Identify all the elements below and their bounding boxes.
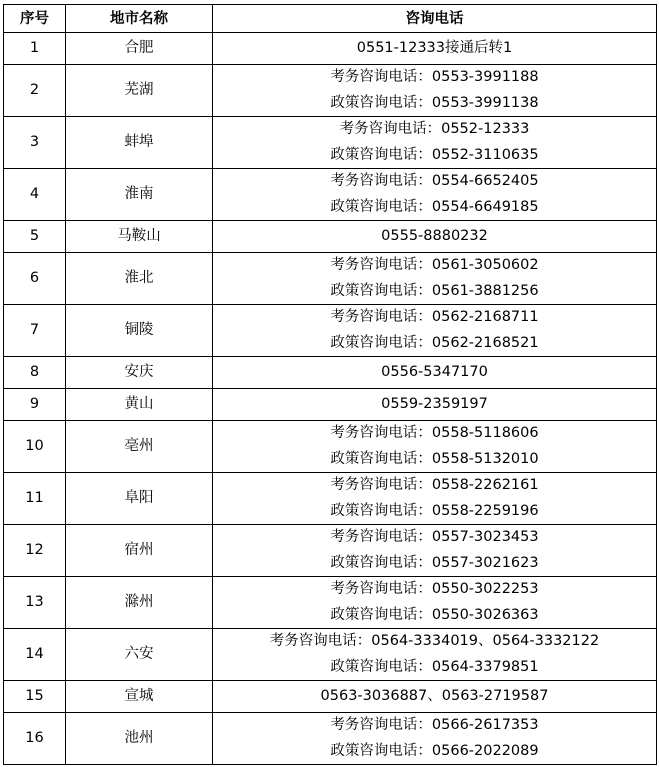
phone-line: 考务咨询电话：0553-3991188 [330, 69, 539, 85]
table-row [4, 33, 657, 65]
row-index: 14 [4, 629, 66, 681]
table-row [4, 221, 657, 253]
row-index: 9 [4, 389, 66, 421]
table-row [4, 65, 657, 117]
row-city: 阜阳 [66, 473, 213, 525]
table-row [4, 357, 657, 389]
phone-line: 政策咨询电话：0564-3379851 [330, 658, 539, 675]
phone-line: 考务咨询电话：0558-2262161 [330, 477, 539, 493]
phone-line: 0551-12333接通后转1 [356, 39, 513, 56]
row-city: 滁州 [66, 577, 213, 629]
table-row [4, 577, 657, 629]
row-phone-cell [213, 681, 657, 713]
row-index: 7 [4, 305, 66, 357]
phone-line: 政策咨询电话：0554-6649185 [330, 198, 539, 215]
row-city: 六安 [66, 629, 213, 681]
row-index: 4 [4, 169, 66, 221]
phone-line: 考务咨询电话：0550-3022253 [330, 581, 539, 597]
header-index: 序号 [4, 5, 66, 33]
row-index: 13 [4, 577, 66, 629]
row-index: 12 [4, 525, 66, 577]
phone-line: 政策咨询电话：0557-3021623 [330, 554, 539, 571]
row-phone-cell [213, 357, 657, 389]
table-row [4, 713, 657, 765]
phone-line: 政策咨询电话：0561-3881256 [330, 282, 539, 299]
row-city: 宣城 [66, 681, 213, 713]
row-phone-cell [213, 65, 657, 117]
phone-line: 考务咨询电话：0561-3050602 [330, 257, 539, 273]
table-row [4, 681, 657, 713]
row-phone-cell [213, 253, 657, 305]
phone-line: 考务咨询电话：0562-2168711 [330, 309, 539, 325]
row-phone-cell [213, 389, 657, 421]
row-phone-cell [213, 221, 657, 253]
phone-line: 0563-3036887、0563-2719587 [320, 687, 549, 704]
row-city: 淮北 [66, 253, 213, 305]
row-city: 池州 [66, 713, 213, 765]
row-index: 1 [4, 33, 66, 65]
table-row [4, 253, 657, 305]
row-index: 8 [4, 357, 66, 389]
row-city: 合肥 [66, 33, 213, 65]
table-row [4, 117, 657, 169]
row-phone-cell [213, 305, 657, 357]
header-city: 地市名称 [66, 5, 213, 33]
table-row [4, 473, 657, 525]
row-city: 芜湖 [66, 65, 213, 117]
row-city: 铜陵 [66, 305, 213, 357]
phone-line: 政策咨询电话：0562-2168521 [330, 334, 539, 351]
phone-line: 政策咨询电话：0550-3026363 [330, 606, 539, 623]
row-index: 6 [4, 253, 66, 305]
row-index: 5 [4, 221, 66, 253]
row-phone-cell [213, 117, 657, 169]
row-phone-cell [213, 421, 657, 473]
row-phone-cell [213, 169, 657, 221]
row-index: 11 [4, 473, 66, 525]
row-index: 15 [4, 681, 66, 713]
row-city: 黄山 [66, 389, 213, 421]
phone-line: 考务咨询电话：0564-3334019、0564-3332122 [269, 633, 600, 649]
contact-table [3, 4, 657, 765]
row-city: 马鞍山 [66, 221, 213, 253]
row-city: 淮南 [66, 169, 213, 221]
phone-line: 考务咨询电话：0552-12333 [339, 121, 530, 137]
row-phone-cell [213, 713, 657, 765]
phone-line: 0555-8880232 [381, 227, 488, 244]
phone-line: 考务咨询电话：0558-5118606 [330, 425, 539, 441]
row-city: 安庆 [66, 357, 213, 389]
phone-line: 政策咨询电话：0553-3991138 [330, 94, 539, 111]
row-index: 16 [4, 713, 66, 765]
row-city: 蚌埠 [66, 117, 213, 169]
row-city: 宿州 [66, 525, 213, 577]
phone-line: 政策咨询电话：0558-2259196 [330, 502, 539, 519]
phone-line: 考务咨询电话：0566-2617353 [330, 717, 539, 733]
phone-line: 政策咨询电话：0566-2022089 [330, 742, 539, 759]
table-row [4, 389, 657, 421]
phone-line: 政策咨询电话：0558-5132010 [330, 450, 539, 467]
table-row [4, 629, 657, 681]
table-row [4, 305, 657, 357]
row-phone-cell [213, 33, 657, 65]
row-city: 亳州 [66, 421, 213, 473]
phone-line: 政策咨询电话：0552-3110635 [330, 146, 539, 163]
phone-line: 考务咨询电话：0554-6652405 [330, 173, 539, 189]
row-index: 2 [4, 65, 66, 117]
row-phone-cell [213, 473, 657, 525]
row-index: 10 [4, 421, 66, 473]
table-row [4, 421, 657, 473]
header-phone: 咨询电话 [213, 5, 657, 33]
table-row [4, 525, 657, 577]
header-row [4, 5, 657, 33]
phone-line: 0559-2359197 [381, 395, 488, 412]
row-index: 3 [4, 117, 66, 169]
row-phone-cell [213, 629, 657, 681]
table-body [4, 33, 657, 765]
phone-line: 考务咨询电话：0557-3023453 [330, 529, 539, 545]
row-phone-cell [213, 525, 657, 577]
table-row [4, 169, 657, 221]
row-phone-cell [213, 577, 657, 629]
phone-line: 0556-5347170 [381, 363, 488, 380]
